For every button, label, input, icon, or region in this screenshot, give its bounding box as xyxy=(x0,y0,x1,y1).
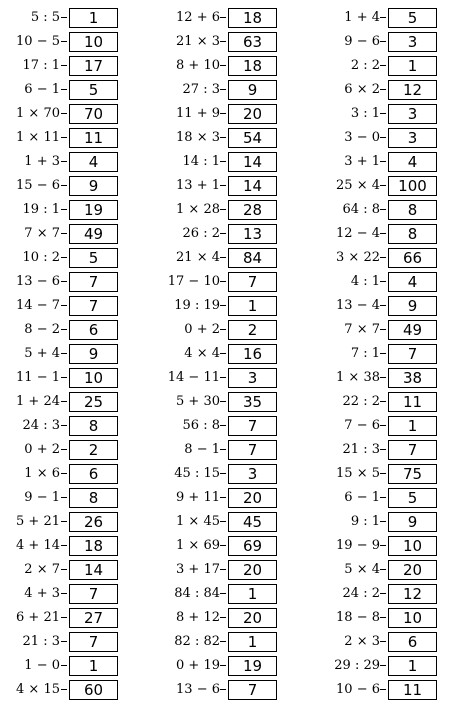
answer-box[interactable]: 1 xyxy=(388,656,437,676)
equals-dash xyxy=(61,665,67,666)
problem-expression: 0 + 2 xyxy=(24,442,60,457)
equals-dash xyxy=(380,89,386,90)
answer-box[interactable]: 8 xyxy=(388,200,437,220)
equals-dash xyxy=(220,65,226,66)
equals-dash xyxy=(380,401,386,402)
answer-box[interactable]: 7 xyxy=(69,272,118,292)
problem-expression: 26 : 2 xyxy=(182,226,220,241)
equals-dash xyxy=(380,161,386,162)
problem-expression: 6 − 1 xyxy=(344,490,380,505)
equals-dash xyxy=(61,185,67,186)
problem-expression: 24 : 3 xyxy=(22,418,60,433)
problem-expression: 8 + 12 xyxy=(176,610,220,625)
answer-box[interactable]: 49 xyxy=(388,320,437,340)
answer-box[interactable]: 2 xyxy=(228,320,277,340)
answer-box[interactable]: 3 xyxy=(388,32,437,52)
equals-dash xyxy=(220,569,226,570)
equals-dash xyxy=(220,209,226,210)
equals-dash xyxy=(380,257,386,258)
equals-dash xyxy=(380,41,386,42)
equals-dash xyxy=(220,329,226,330)
problem-expression: 1 × 70 xyxy=(16,106,60,121)
equals-dash xyxy=(380,353,386,354)
answer-box[interactable]: 70 xyxy=(69,104,118,124)
equals-dash xyxy=(61,89,67,90)
problem-expression: 11 − 1 xyxy=(16,370,60,385)
equals-dash xyxy=(61,641,67,642)
problem-expression: 6 − 1 xyxy=(24,82,60,97)
answer-box[interactable]: 1 xyxy=(69,656,118,676)
equals-dash xyxy=(61,497,67,498)
equals-dash xyxy=(220,401,226,402)
answer-box[interactable]: 17 xyxy=(69,56,118,76)
answer-box[interactable]: 1 xyxy=(228,632,277,652)
problem-expression: 4 + 14 xyxy=(16,538,60,553)
answer-box[interactable]: 25 xyxy=(69,392,118,412)
answer-box[interactable]: 3 xyxy=(228,464,277,484)
problem-expression: 45 : 15 xyxy=(174,466,220,481)
problem-expression: 64 : 8 xyxy=(342,202,380,217)
problem-expression: 9 − 1 xyxy=(24,490,60,505)
equals-dash xyxy=(220,281,226,282)
problem-expression: 1 − 0 xyxy=(24,658,60,673)
equals-dash xyxy=(61,257,67,258)
answer-box[interactable]: 7 xyxy=(69,632,118,652)
answer-box[interactable]: 8 xyxy=(69,416,118,436)
equals-dash xyxy=(380,449,386,450)
problem-expression: 5 + 21 xyxy=(16,514,60,529)
problem-expression: 0 + 2 xyxy=(184,322,220,337)
equals-dash xyxy=(220,521,226,522)
problem-expression: 12 − 4 xyxy=(336,226,380,241)
answer-box[interactable]: 7 xyxy=(228,440,277,460)
equals-dash xyxy=(220,377,226,378)
answer-box[interactable]: 6 xyxy=(388,632,437,652)
answer-box[interactable]: 4 xyxy=(388,272,437,292)
answer-box[interactable]: 3 xyxy=(388,128,437,148)
problem-expression: 5 : 5 xyxy=(30,10,60,25)
equals-dash xyxy=(380,137,386,138)
answer-box[interactable]: 66 xyxy=(388,248,437,268)
answer-box[interactable]: 54 xyxy=(228,128,277,148)
problem-expression: 17 − 10 xyxy=(167,274,220,289)
answer-box[interactable]: 75 xyxy=(388,464,437,484)
problem-expression: 1 + 4 xyxy=(344,10,380,25)
problem-expression: 5 + 4 xyxy=(24,346,60,361)
answer-box[interactable]: 1 xyxy=(228,296,277,316)
answer-box[interactable]: 4 xyxy=(388,152,437,172)
answer-box[interactable]: 9 xyxy=(228,80,277,100)
equals-dash xyxy=(61,209,67,210)
answer-box[interactable]: 1 xyxy=(388,56,437,76)
problem-expression: 4 + 3 xyxy=(24,586,60,601)
problem-expression: 14 − 11 xyxy=(167,370,220,385)
equals-dash xyxy=(380,665,386,666)
answer-box[interactable]: 10 xyxy=(69,32,118,52)
problem-expression: 8 + 10 xyxy=(176,58,220,73)
equals-dash xyxy=(61,449,67,450)
equals-dash xyxy=(220,545,226,546)
equals-dash xyxy=(220,449,226,450)
problem-expression: 12 + 6 xyxy=(176,10,220,25)
problem-expression: 15 × 5 xyxy=(336,466,380,481)
answer-box[interactable]: 28 xyxy=(228,200,277,220)
problem-expression: 17 : 1 xyxy=(22,58,60,73)
equals-dash xyxy=(61,473,67,474)
answer-box[interactable]: 45 xyxy=(228,512,277,532)
answer-box[interactable]: 9 xyxy=(388,512,437,532)
answer-box[interactable]: 6 xyxy=(69,464,118,484)
answer-box[interactable]: 20 xyxy=(388,560,437,580)
problem-expression: 15 − 6 xyxy=(16,178,60,193)
problem-expression: 29 : 29 xyxy=(334,658,380,673)
equals-dash xyxy=(61,377,67,378)
problem-expression: 21 : 3 xyxy=(22,634,60,649)
equals-dash xyxy=(380,233,386,234)
answer-box[interactable]: 1 xyxy=(228,584,277,604)
answer-box[interactable]: 63 xyxy=(228,32,277,52)
equals-dash xyxy=(380,377,386,378)
answer-box[interactable]: 6 xyxy=(69,320,118,340)
problem-expression: 22 : 2 xyxy=(342,394,380,409)
equals-dash xyxy=(61,41,67,42)
answer-box[interactable]: 14 xyxy=(228,152,277,172)
answer-box[interactable]: 14 xyxy=(228,176,277,196)
problem-expression: 18 − 8 xyxy=(336,610,380,625)
answer-box[interactable]: 10 xyxy=(388,536,437,556)
problem-expression: 7 × 7 xyxy=(24,226,60,241)
equals-dash xyxy=(61,281,67,282)
problem-expression: 13 − 4 xyxy=(336,298,380,313)
answer-box[interactable]: 10 xyxy=(69,368,118,388)
equals-dash xyxy=(380,497,386,498)
answer-box[interactable]: 9 xyxy=(69,344,118,364)
answer-box[interactable]: 4 xyxy=(69,152,118,172)
equals-dash xyxy=(61,17,67,18)
problem-expression: 0 + 19 xyxy=(176,658,220,673)
answer-box[interactable]: 1 xyxy=(69,8,118,28)
equals-dash xyxy=(380,329,386,330)
problem-expression: 10 − 5 xyxy=(16,34,60,49)
problem-expression: 21 : 3 xyxy=(342,442,380,457)
equals-dash xyxy=(220,137,226,138)
problem-expression: 24 : 2 xyxy=(342,586,380,601)
answer-box[interactable]: 9 xyxy=(388,296,437,316)
equals-dash xyxy=(61,161,67,162)
problem-expression: 14 − 7 xyxy=(16,298,60,313)
problem-expression: 10 − 6 xyxy=(336,682,380,697)
problem-expression: 56 : 8 xyxy=(182,418,220,433)
answer-box[interactable]: 20 xyxy=(228,560,277,580)
problem-expression: 3 × 22 xyxy=(336,250,380,265)
answer-box[interactable]: 11 xyxy=(388,680,437,700)
answer-box[interactable]: 1 xyxy=(388,416,437,436)
problem-expression: 9 : 1 xyxy=(350,514,380,529)
problem-expression: 5 × 4 xyxy=(344,562,380,577)
problem-expression: 13 − 6 xyxy=(16,274,60,289)
problem-expression: 27 : 3 xyxy=(182,82,220,97)
problem-expression: 1 × 28 xyxy=(176,202,220,217)
answer-box[interactable]: 7 xyxy=(228,272,277,292)
equals-dash xyxy=(220,473,226,474)
answer-box[interactable]: 10 xyxy=(388,608,437,628)
answer-box[interactable]: 20 xyxy=(228,104,277,124)
equals-dash xyxy=(220,497,226,498)
answer-box[interactable]: 19 xyxy=(228,656,277,676)
problem-expression: 9 + 11 xyxy=(176,490,220,505)
equals-dash xyxy=(380,65,386,66)
problem-expression: 4 × 4 xyxy=(184,346,220,361)
answer-box[interactable]: 14 xyxy=(69,560,118,580)
equals-dash xyxy=(61,569,67,570)
answer-box[interactable]: 12 xyxy=(388,80,437,100)
answer-box[interactable]: 18 xyxy=(228,8,277,28)
answer-box[interactable]: 7 xyxy=(228,416,277,436)
equals-dash xyxy=(220,425,226,426)
problem-expression: 5 + 30 xyxy=(176,394,220,409)
answer-box[interactable]: 84 xyxy=(228,248,277,268)
answer-box[interactable]: 11 xyxy=(388,392,437,412)
answer-box[interactable]: 69 xyxy=(228,536,277,556)
problem-expression: 3 : 1 xyxy=(350,106,380,121)
equals-dash xyxy=(380,545,386,546)
problem-expression: 1 × 69 xyxy=(176,538,220,553)
equals-dash xyxy=(61,425,67,426)
problem-expression: 9 − 6 xyxy=(344,34,380,49)
equals-dash xyxy=(61,233,67,234)
problem-expression: 1 × 11 xyxy=(16,130,60,145)
equals-dash xyxy=(380,281,386,282)
problem-expression: 21 × 3 xyxy=(176,34,220,49)
problem-expression: 19 : 1 xyxy=(22,202,60,217)
problem-expression: 7 : 1 xyxy=(350,346,380,361)
equals-dash xyxy=(380,689,386,690)
answer-box[interactable]: 3 xyxy=(228,368,277,388)
equals-dash xyxy=(61,353,67,354)
problem-expression: 4 × 15 xyxy=(16,682,60,697)
answer-box[interactable]: 7 xyxy=(388,440,437,460)
answer-box[interactable]: 5 xyxy=(69,248,118,268)
problem-expression: 84 : 84 xyxy=(174,586,220,601)
equals-dash xyxy=(380,641,386,642)
problem-expression: 18 × 3 xyxy=(176,130,220,145)
equals-dash xyxy=(220,113,226,114)
equals-dash xyxy=(61,521,67,522)
answer-box[interactable]: 7 xyxy=(388,344,437,364)
equals-dash xyxy=(61,617,67,618)
equals-dash xyxy=(61,545,67,546)
equals-dash xyxy=(61,137,67,138)
problem-expression: 1 + 24 xyxy=(16,394,60,409)
answer-box[interactable]: 16 xyxy=(228,344,277,364)
equals-dash xyxy=(61,65,67,66)
equals-dash xyxy=(380,113,386,114)
equals-dash xyxy=(61,593,67,594)
problem-expression: 7 − 6 xyxy=(344,418,380,433)
problem-expression: 4 : 1 xyxy=(350,274,380,289)
answer-box[interactable]: 18 xyxy=(228,56,277,76)
answer-box[interactable]: 27 xyxy=(69,608,118,628)
equals-dash xyxy=(220,641,226,642)
answer-box[interactable]: 100 xyxy=(388,176,437,196)
equals-dash xyxy=(61,329,67,330)
problem-expression: 82 : 82 xyxy=(174,634,220,649)
equals-dash xyxy=(220,41,226,42)
equals-dash xyxy=(61,305,67,306)
equals-dash xyxy=(220,17,226,18)
answer-box[interactable]: 12 xyxy=(388,584,437,604)
problem-expression: 21 × 4 xyxy=(176,250,220,265)
answer-box[interactable]: 60 xyxy=(69,680,118,700)
problem-expression: 2 × 7 xyxy=(24,562,60,577)
equals-dash xyxy=(220,161,226,162)
equals-dash xyxy=(380,593,386,594)
problem-expression: 25 × 4 xyxy=(336,178,380,193)
equals-dash xyxy=(380,521,386,522)
answer-box[interactable]: 5 xyxy=(69,80,118,100)
equals-dash xyxy=(220,305,226,306)
problem-expression: 6 + 21 xyxy=(16,610,60,625)
answer-box[interactable]: 5 xyxy=(388,488,437,508)
answer-box[interactable]: 3 xyxy=(388,104,437,124)
answer-box[interactable]: 7 xyxy=(69,296,118,316)
answer-box[interactable]: 7 xyxy=(69,584,118,604)
problem-expression: 8 − 1 xyxy=(184,442,220,457)
equals-dash xyxy=(380,185,386,186)
problem-expression: 1 × 6 xyxy=(24,466,60,481)
problem-expression: 2 : 2 xyxy=(350,58,380,73)
problem-expression: 10 : 2 xyxy=(22,250,60,265)
problem-expression: 1 × 45 xyxy=(176,514,220,529)
problem-expression: 13 − 6 xyxy=(176,682,220,697)
answer-box[interactable]: 20 xyxy=(228,608,277,628)
equals-dash xyxy=(380,617,386,618)
problem-expression: 19 : 19 xyxy=(174,298,220,313)
equals-dash xyxy=(61,689,67,690)
equals-dash xyxy=(61,113,67,114)
equals-dash xyxy=(220,353,226,354)
equals-dash xyxy=(220,593,226,594)
problem-expression: 19 − 9 xyxy=(336,538,380,553)
equals-dash xyxy=(380,425,386,426)
equals-dash xyxy=(380,569,386,570)
answer-box[interactable]: 20 xyxy=(228,488,277,508)
answer-box[interactable]: 8 xyxy=(388,224,437,244)
problem-expression: 2 × 3 xyxy=(344,634,380,649)
equals-dash xyxy=(220,617,226,618)
equals-dash xyxy=(220,257,226,258)
answer-box[interactable]: 5 xyxy=(388,8,437,28)
answer-box[interactable]: 9 xyxy=(69,176,118,196)
answer-box[interactable]: 13 xyxy=(228,224,277,244)
answer-box[interactable]: 35 xyxy=(228,392,277,412)
answer-box[interactable]: 7 xyxy=(228,680,277,700)
equals-dash xyxy=(380,17,386,18)
problem-expression: 3 − 0 xyxy=(344,130,380,145)
problem-expression: 3 + 17 xyxy=(176,562,220,577)
answer-box[interactable]: 2 xyxy=(69,440,118,460)
answer-box[interactable]: 19 xyxy=(69,200,118,220)
answer-box[interactable]: 18 xyxy=(69,536,118,556)
problem-expression: 8 − 2 xyxy=(24,322,60,337)
equals-dash xyxy=(220,689,226,690)
equals-dash xyxy=(220,665,226,666)
equals-dash xyxy=(220,89,226,90)
equals-dash xyxy=(220,233,226,234)
problem-expression: 11 + 9 xyxy=(176,106,220,121)
equals-dash xyxy=(380,473,386,474)
problem-expression: 3 + 1 xyxy=(344,154,380,169)
answer-box[interactable]: 8 xyxy=(69,488,118,508)
problem-expression: 1 + 3 xyxy=(24,154,60,169)
answer-box[interactable]: 26 xyxy=(69,512,118,532)
equals-dash xyxy=(220,185,226,186)
answer-box[interactable]: 38 xyxy=(388,368,437,388)
problem-expression: 14 : 1 xyxy=(182,154,220,169)
equals-dash xyxy=(380,209,386,210)
equals-dash xyxy=(380,305,386,306)
problem-expression: 6 × 2 xyxy=(344,82,380,97)
answer-box[interactable]: 49 xyxy=(69,224,118,244)
problem-expression: 13 + 1 xyxy=(176,178,220,193)
problem-expression: 1 × 38 xyxy=(336,370,380,385)
answer-box[interactable]: 11 xyxy=(69,128,118,148)
problem-expression: 7 × 7 xyxy=(344,322,380,337)
equals-dash xyxy=(61,401,67,402)
